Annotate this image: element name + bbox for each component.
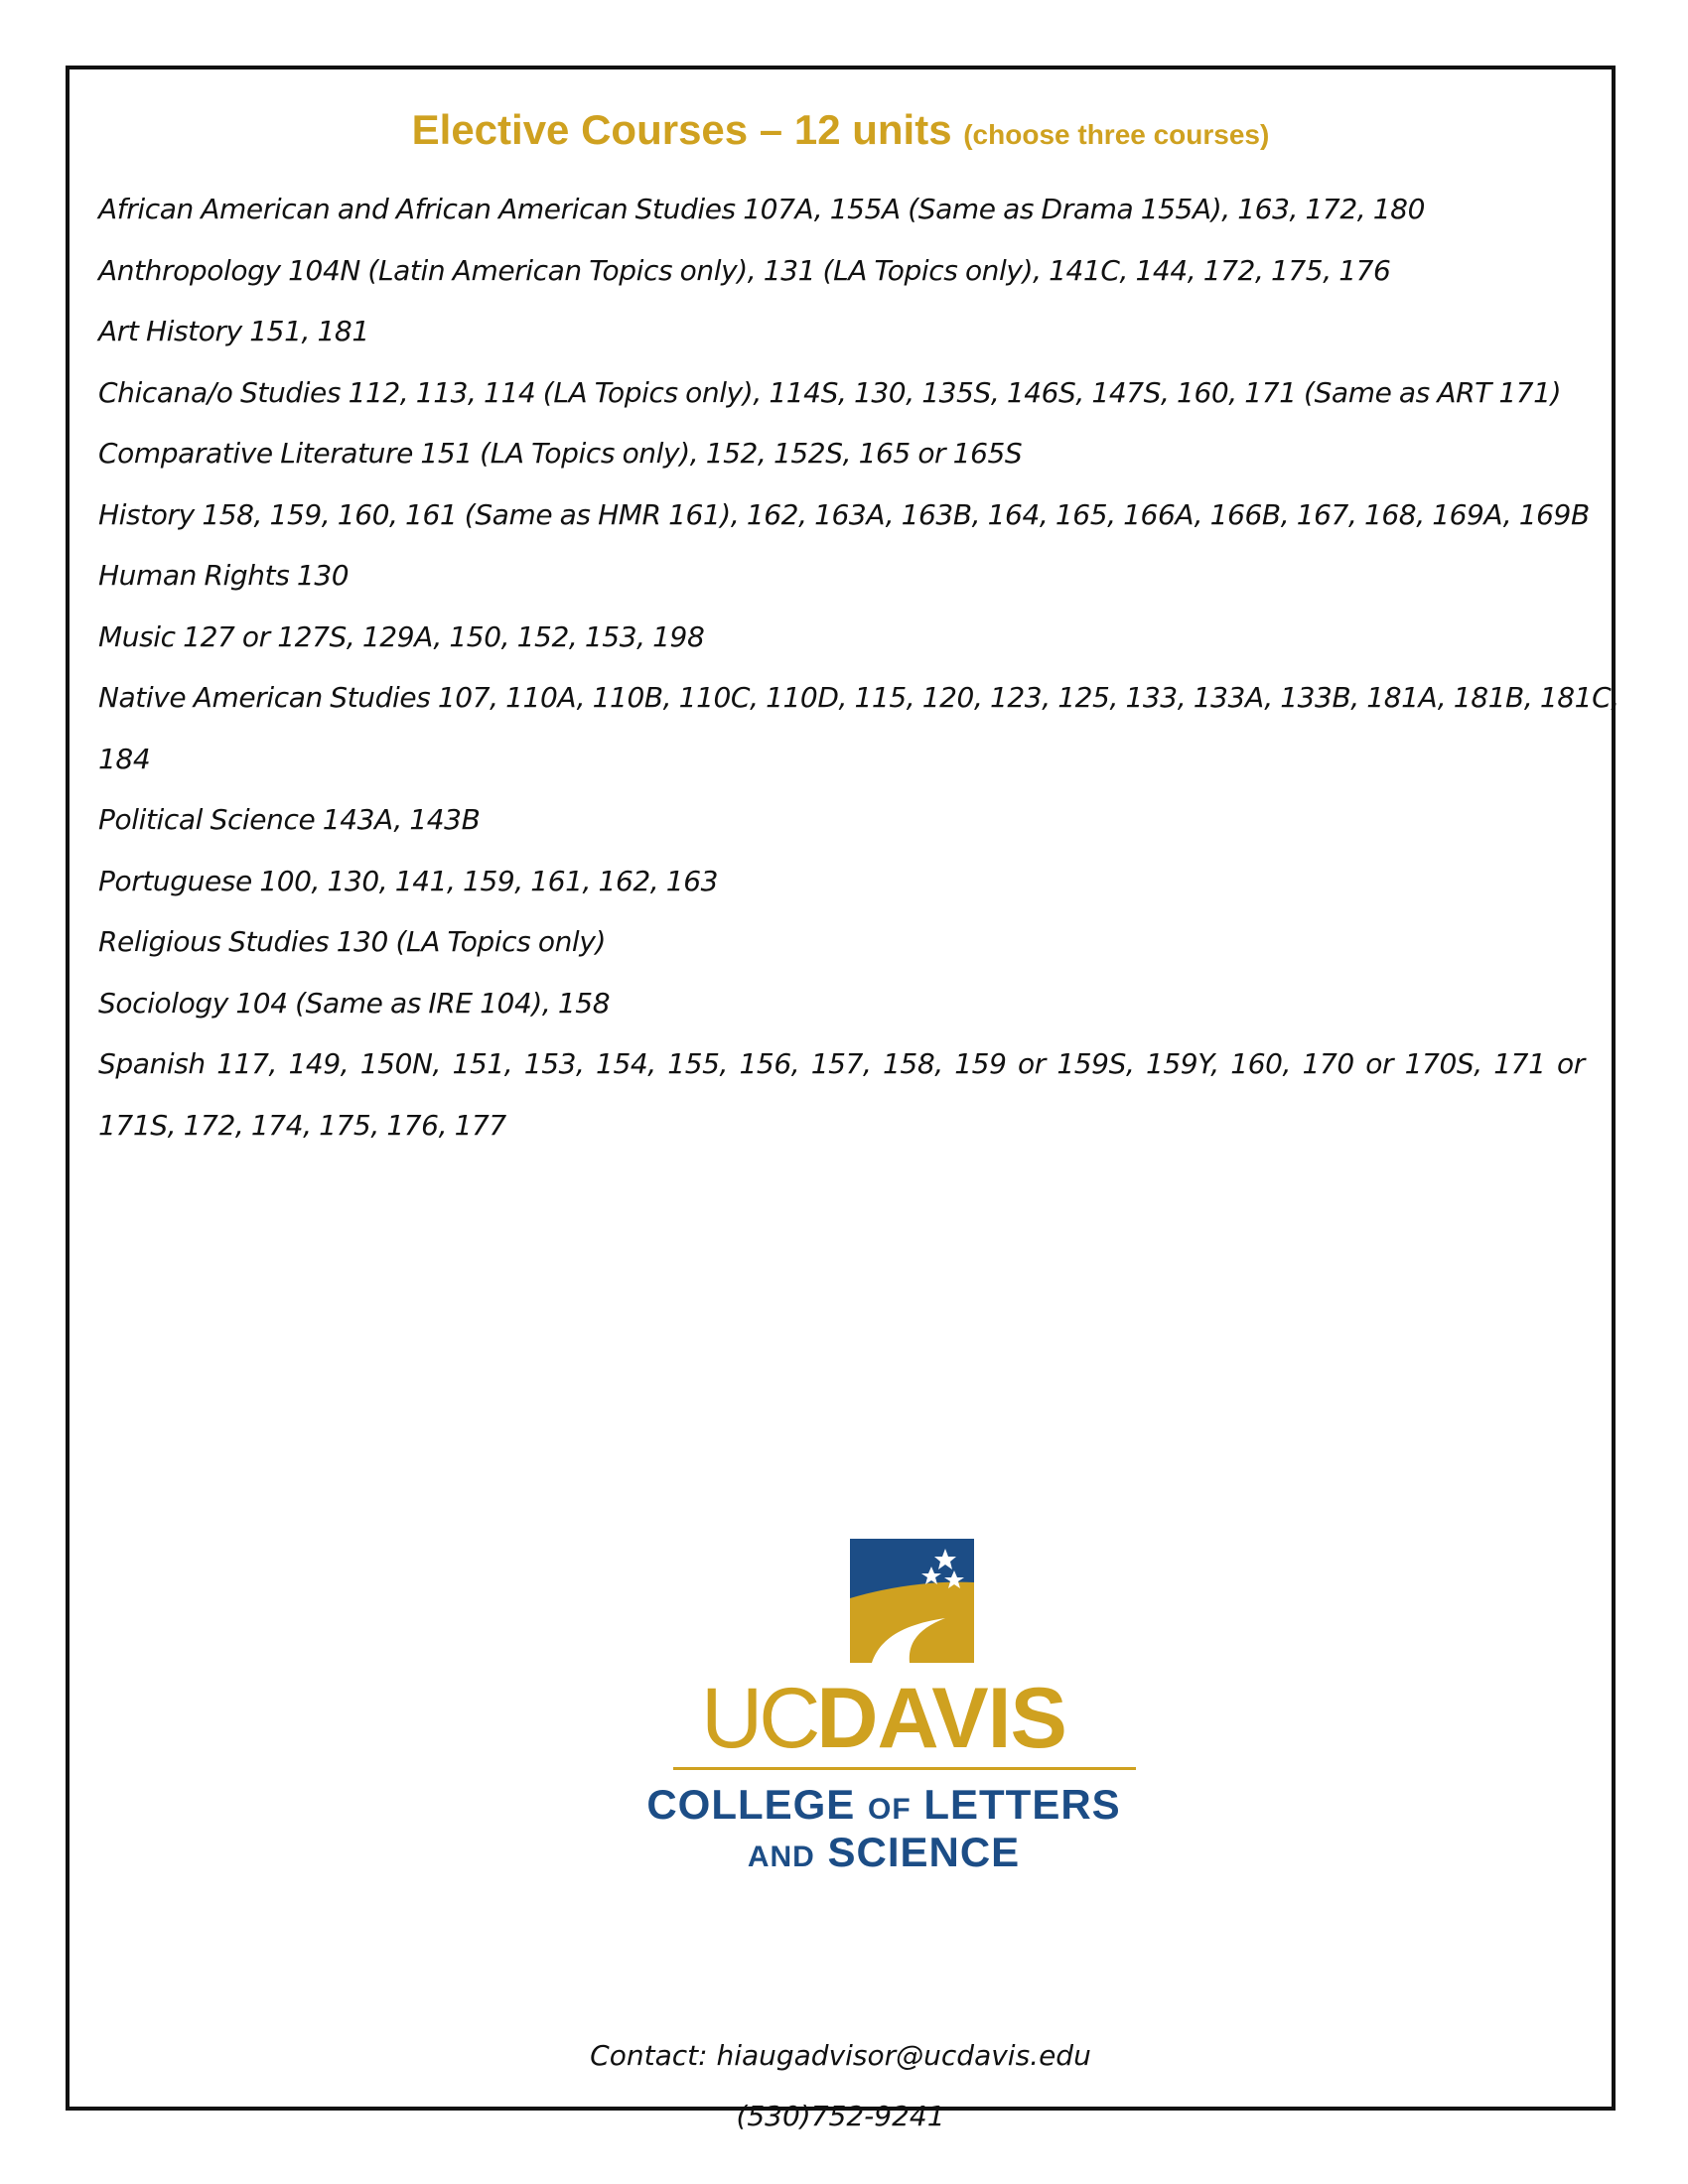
course-line: African American and African American Studies 107A, 155A (Same as Drama 155A), 163, 172, 180 [98, 193, 1425, 225]
course-line: Comparative Literature 151 (LA Topics only), 152, 152S, 165 or 165S [98, 437, 1023, 470]
course-line: Music 127 or 127S, 129A, 150, 152, 153, 198 [98, 619, 705, 653]
logo-davis: DAVIS [816, 1671, 1066, 1766]
course-line: 184 [98, 742, 151, 775]
course-line: 171S, 172, 174, 175, 176, 177 [98, 1108, 506, 1142]
title-main: Elective Courses – 12 units [411, 106, 952, 153]
contact-phone: (530)752-9241 [736, 2100, 945, 2132]
logo-and-word: AND [747, 1841, 815, 1874]
course-line: Political Science 143A, 143B [98, 803, 481, 836]
logo-of-word: OF [868, 1793, 912, 1826]
course-line: Chicana/o Studies 112, 113, 114 (LA Topics only), 114S, 130, 135S, 146S, 147S, 160, 171 (Same as ART 171) [98, 375, 1562, 409]
course-line: Anthropology 104N (Latin American Topics only), 131 (LA Topics only), 141C, 144, 172, 175, 176 [98, 253, 1391, 287]
course-line: Human Rights 130 [98, 559, 350, 592]
contact-email: Contact: hiaugadvisor@ucdavis.edu [590, 2039, 1091, 2072]
logo-uc: UC [701, 1671, 817, 1766]
title-sub: (choose three courses) [963, 119, 1270, 150]
logo-letters-word: LETTERS [923, 1781, 1121, 1828]
course-line: Art History 151, 181 [98, 315, 369, 347]
course-line: History 158, 159, 160, 161 (Same as HMR 161), 162, 163A, 163B, 164, 165, 166A, 166B, 167, 168, 169A, 169B [98, 497, 1590, 531]
course-line: Native American Studies 107, 110A, 110B, 110C, 110D, 115, 120, 123, 125, 133, 133A, 133B, 181A, 181B, 181C, [98, 681, 1619, 714]
logo-wordmark [606, 1671, 1162, 1766]
logo-college-word: COLLEGE [646, 1781, 856, 1828]
logo-science-word: SCIENCE [827, 1829, 1021, 1876]
course-line: Spanish 117, 149, 150N, 151, 153, 154, 155, 156, 157, 158, 159 or 159S, 159Y, 160, 170 or 170S, 171 or [98, 1047, 1585, 1080]
page-frame [66, 66, 1619, 2132]
course-line: Religious Studies 130 (LA Topics only) [98, 925, 607, 958]
ucdavis-landscape-stars-icon [850, 1539, 974, 1663]
course-list [98, 179, 1619, 1156]
contact-block [70, 2025, 1612, 2146]
ucdavis-logo [606, 1539, 1162, 1956]
logo-divider [673, 1767, 1136, 1770]
page-title [70, 106, 1612, 153]
course-line: Sociology 104 (Same as IRE 104), 158 [98, 986, 611, 1020]
course-line: Portuguese 100, 130, 141, 159, 161, 162, 163 [98, 864, 719, 897]
logo-college-name [606, 1781, 1162, 1877]
